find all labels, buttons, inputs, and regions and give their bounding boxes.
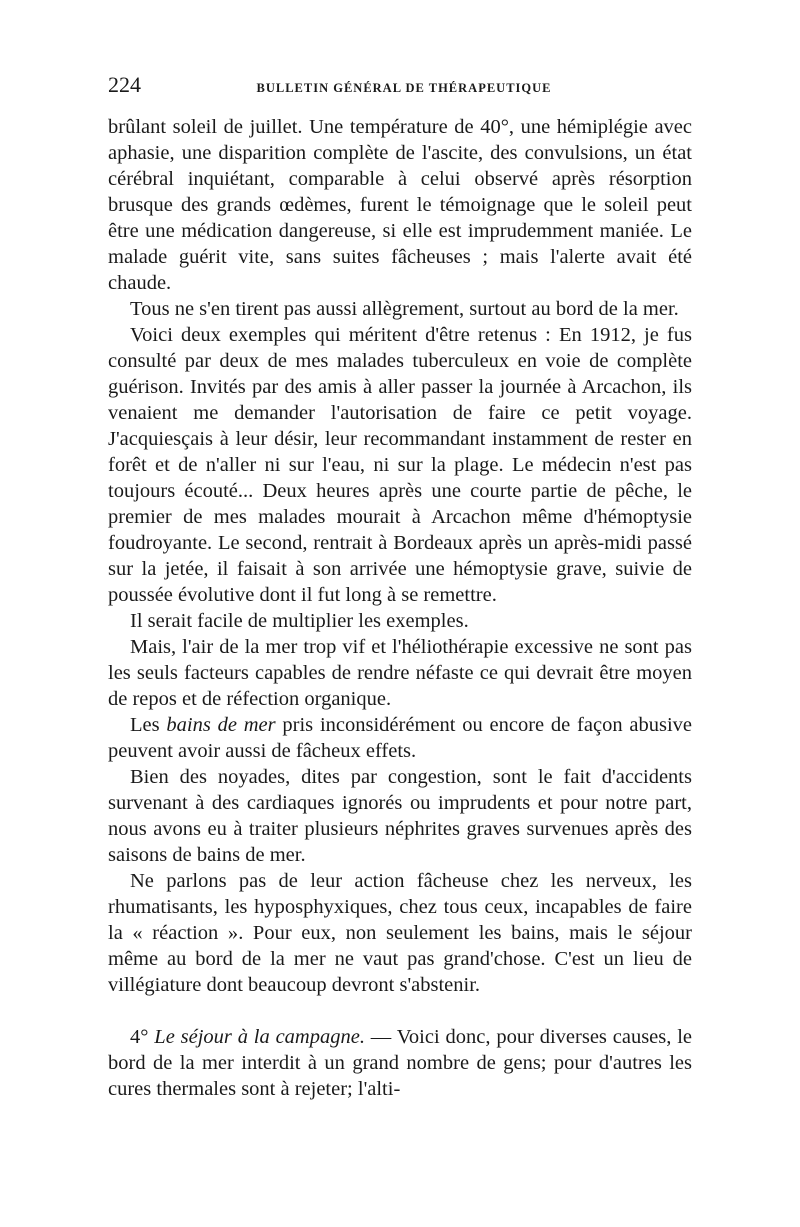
paragraph: Voici deux exemples qui méritent d'être retenus : En 1912, je fus consulté par deux de mes malades tuberculeux en voie de complète guérison. Invités par des amis à aller passer la journée à Arcachon, ils venaient me demander l'autorisation de faire ce petit voyage. J'acquiesçais à leur désir, leur recommandant instamment de rester en forêt et de n'aller ni sur l'eau, ni sur la plage. Le médecin n'est pas toujours écouté... Deux heures après une courte partie de pêche, le premier de mes malades mourait à Arcachon même d'hémoptysie foudroyante. Le second, rentrait à Bordeaux après un après-midi passé sur la jetée, il faisait à son arrivée une hémoptysie grave, suivie de poussée évolutive dont il fut long à se remettre. bbox=[108, 324, 692, 606]
section-paragraph bbox=[108, 1024, 692, 1102]
quoted-text: « réaction » bbox=[132, 922, 239, 944]
page-header bbox=[108, 72, 700, 100]
section-title: Le séjour à la campagne. bbox=[154, 1026, 365, 1048]
paragraph bbox=[108, 712, 692, 764]
emphasis-text: bains de mer bbox=[166, 714, 276, 736]
text-run: Les bbox=[130, 714, 167, 736]
running-title: BULLETIN GÉNÉRAL DE THÉRAPEUTIQUE bbox=[256, 81, 552, 95]
paragraph bbox=[108, 868, 692, 998]
paragraph-continuation: brûlant soleil de juillet. Une température de 40°, une hémiplégie avec aphasie, une disparition complète de l'ascite, des convulsions, un état cérébral inquiétant, comparable à celui observé après résorption brusque des grands œdèmes, furent le témoignage que le soleil peut être une médication dangereuse, si elle est imprudemment maniée. Le malade guérit vite, sans suites fâcheuses ; mais l'alerte avait été chaude. bbox=[108, 116, 692, 294]
paragraph: Il serait facile de multiplier les exemples. bbox=[130, 610, 469, 632]
paragraph: Bien des noyades, dites par congestion, sont le fait d'accidents survenant à des cardiaques ignorés ou imprudents et pour notre part, nous avons eu à traiter plusieurs néphrites graves survenues après des saisons de bains de mer. bbox=[108, 766, 692, 866]
text-run: Ne parlons pas de leur action fâcheuse chez les nerveux, les rhumatisants, les hyposphyxiques, chez tous ceux, incapables de faire la bbox=[108, 870, 692, 944]
paragraph: Tous ne s'en tirent pas aussi allègrement, surtout au bord de la mer. bbox=[130, 298, 679, 320]
page-number: 224 bbox=[108, 72, 141, 97]
text-run: — Voici donc, pour diverses causes, le bord de la mer interdit à un grand nombre de gens; pour d'autres les cures thermales sont à rejeter; l'alti- bbox=[108, 1026, 692, 1100]
text-run: pris inconsidérément ou encore de façon abusive peuvent avoir aussi de fâcheux effets. bbox=[108, 714, 692, 762]
paragraph: Mais, l'air de la mer trop vif et l'héliothérapie excessive ne sont pas les seuls facteurs capables de rendre néfaste ce qui devrait être moyen de repos et de réfection organique. bbox=[108, 636, 692, 710]
body-text bbox=[108, 114, 692, 1102]
section-number: 4° bbox=[130, 1026, 155, 1048]
text-run: . Pour eux, non seulement les bains, mais le séjour même au bord de la mer ne vaut pas grand'chose. C'est un lieu de villégiature dont beaucoup devront s'abstenir. bbox=[108, 922, 693, 996]
